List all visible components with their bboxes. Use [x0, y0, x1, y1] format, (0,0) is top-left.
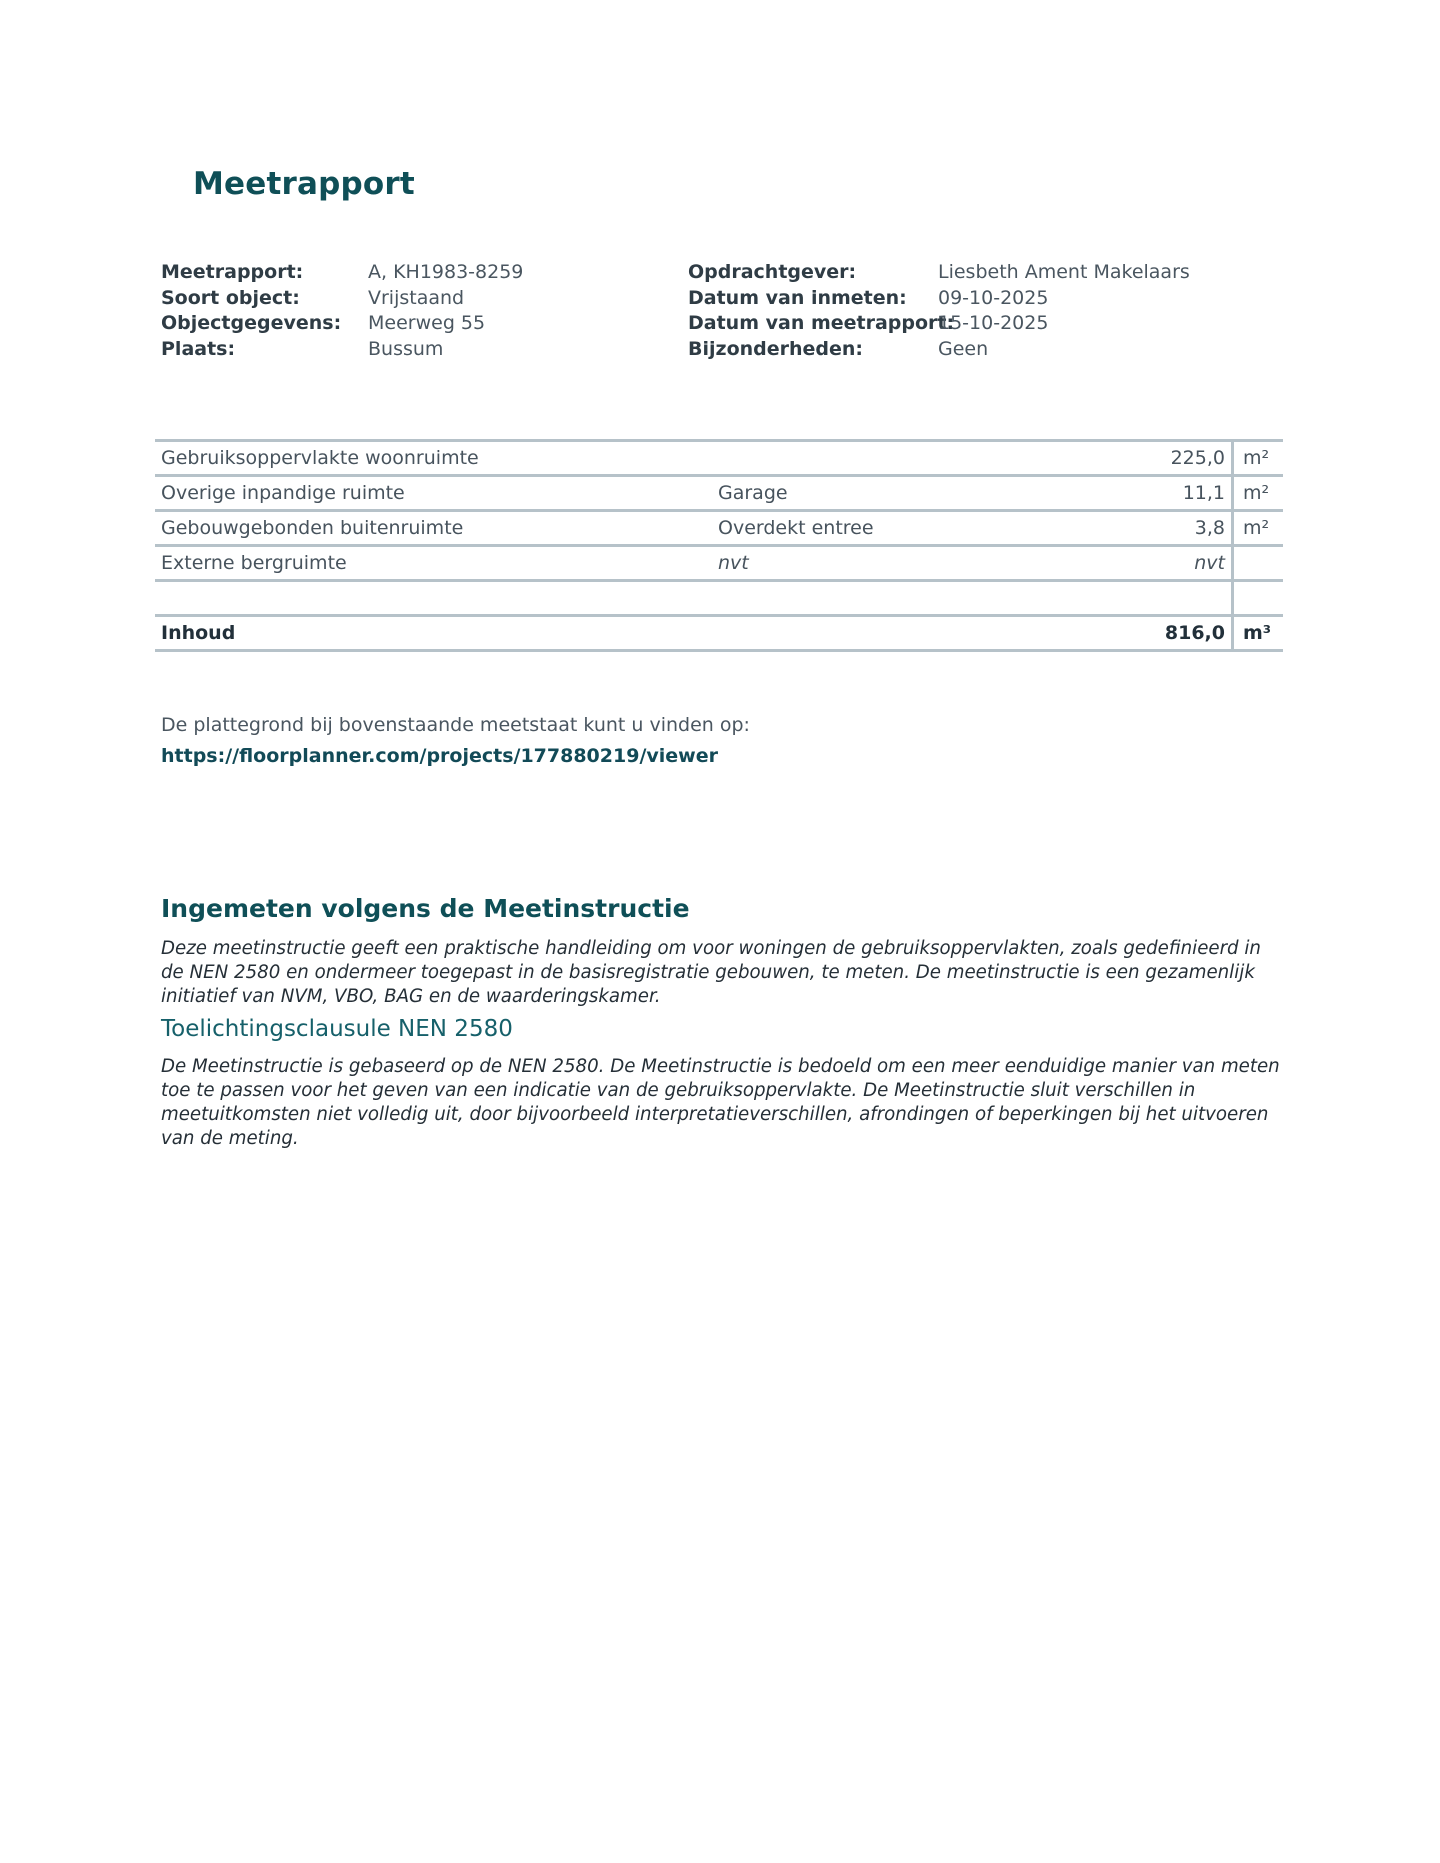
row-detail: [712, 441, 1074, 476]
section-heading: Ingemeten volgens de Meetinstructie: [161, 894, 690, 923]
measurement-table: [155, 439, 1283, 652]
meta-label: Opdrachtgever:: [688, 261, 857, 283]
meta-value: Liesbeth Ament Makelaars: [938, 261, 1190, 283]
row-value: 816,0: [1074, 616, 1233, 651]
meta-left: [161, 260, 523, 362]
row-detail: [712, 616, 1074, 651]
table-row-total: [155, 616, 1283, 651]
meta-label: Datum van meetrapport:: [688, 312, 955, 334]
row-detail: Overdekt entree: [712, 511, 1074, 546]
row-label: Overige inpandige ruimte: [155, 476, 712, 511]
meta-label: Plaats:: [161, 337, 236, 360]
meta-value: 09-10-2025: [938, 286, 1049, 309]
meta-value: 15-10-2025: [938, 312, 1049, 334]
row-unit: [1233, 581, 1284, 616]
meta-row: [161, 311, 523, 337]
row-value: 225,0: [1074, 441, 1233, 476]
row-unit: m²: [1233, 476, 1284, 511]
row-detail: Garage: [712, 476, 1074, 511]
meta-label: Meetrapport:: [161, 261, 304, 283]
floorplan-link[interactable]: https://floorplanner.com/projects/177880219/viewer: [161, 745, 718, 767]
meta-row: [161, 260, 523, 286]
row-value: nvt: [1074, 546, 1233, 581]
meta-row: [688, 337, 1190, 363]
table-row-empty: [155, 581, 1283, 616]
row-unit: m³: [1233, 616, 1284, 651]
meta-value: Bussum: [368, 337, 444, 360]
meta-row: [688, 286, 1190, 312]
row-label: Gebruiksoppervlakte woonruimte: [155, 441, 712, 476]
meta-value: Vrijstaand: [368, 286, 465, 309]
row-unit: [1233, 546, 1284, 581]
clause-paragraph: De Meetinstructie is gebaseerd op de NEN 2580. De Meetinstructie is bedoeld om een meer eenduidige manier van meten toe te passen voor het geven van een indicatie van de gebruiksoppervlakte. De Meetinstructie sluit verschillen in meetuitkomsten niet volledig uit, door bijvoorbeeld interpretatieverschillen, afrondingen of beperkingen bij het uitvoeren van de meting.: [161, 1056, 1280, 1149]
row-detail: [712, 581, 1074, 616]
meta-row: [688, 311, 1190, 337]
meta-label: Objectgegevens:: [161, 312, 342, 334]
meta-label: Datum van inmeten:: [688, 286, 907, 309]
meta-label: Bijzonderheden:: [688, 337, 864, 360]
meta-right: [688, 260, 1190, 362]
meta-value: A, KH1983-8259: [368, 261, 524, 283]
meta-value: Meerweg 55: [368, 312, 486, 334]
row-unit: m²: [1233, 511, 1284, 546]
meta-label: Soort object:: [161, 286, 300, 309]
row-value: [1074, 581, 1233, 616]
section-paragraph: Deze meetinstructie geeft een praktische handleiding om voor woningen de gebruiksoppervlakten, zoals gedefinieerd in de NEN 2580 en ondermeer toegepast in de basisregistratie gebouwen, te meten. De meetinstructie is een gezamenlijk initiatief van NVM, VBO, BAG en de waarderingskamer.: [161, 938, 1261, 1007]
page-title: Meetrapport: [193, 166, 415, 202]
row-label: Externe bergruimte: [155, 546, 712, 581]
row-value: 11,1: [1074, 476, 1233, 511]
row-value: 3,8: [1074, 511, 1233, 546]
row-label: [155, 581, 712, 616]
row-unit: m²: [1233, 441, 1284, 476]
floorplan-note: De plattegrond bij bovenstaande meetstaat kunt u vinden op:: [161, 714, 750, 736]
meta-row: [161, 337, 523, 363]
meta-row: [688, 260, 1190, 286]
table-row: [155, 476, 1283, 511]
table-row: [155, 441, 1283, 476]
row-detail: nvt: [712, 546, 1074, 581]
clause-heading: Toelichtingsclausule NEN 2580: [161, 1016, 513, 1042]
meta-value: Geen: [938, 337, 989, 360]
row-label: Inhoud: [155, 616, 712, 651]
row-label: Gebouwgebonden buitenruimte: [155, 511, 712, 546]
table-row: [155, 546, 1283, 581]
meta-row: [161, 286, 523, 312]
table-row: [155, 511, 1283, 546]
